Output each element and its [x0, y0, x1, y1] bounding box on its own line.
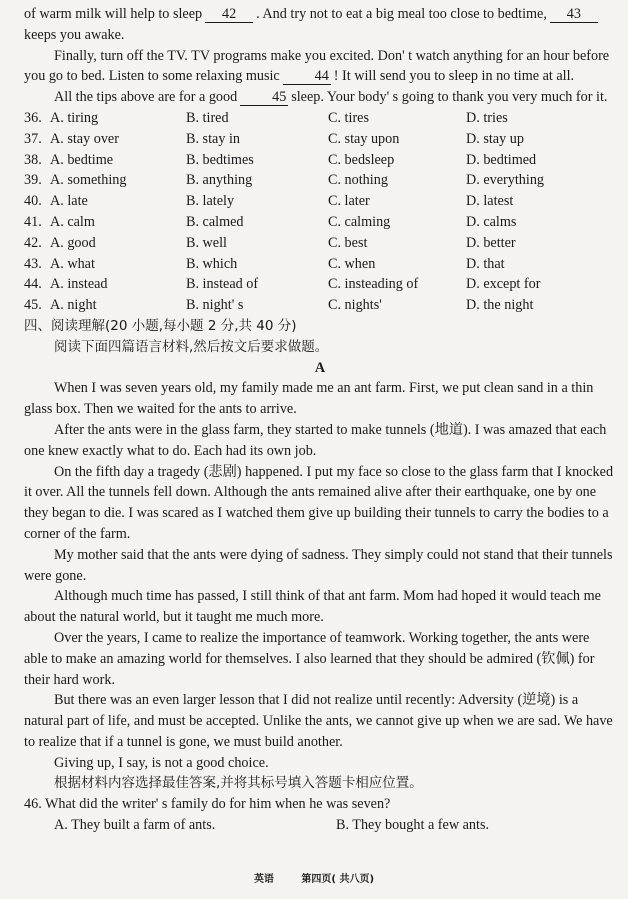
- passage-paragraph: But there was an even larger lesson that I did not realize until recently: Adversity (逆境) is a natural part of life, and must be accepted. Unlike the ants, we cannot give up when we are sad. We have to realize that if a tunnel is gone, we must build another.: [24, 692, 613, 750]
- section-instruction: 阅读下面四篇语言材料,然后按文后要求做题。: [54, 338, 329, 355]
- question-46-option-a: A. They built a farm of ants.: [54, 817, 216, 834]
- passage-paragraph: After the ants were in the glass farm, they started to make tunnels (地道). I was amazed that each one knew exactly what to do. Each had its own job.: [24, 421, 607, 459]
- option-row: 36. A. tiring B. tired C. tires D. tries: [24, 109, 508, 126]
- option-row: 37. A. stay over B. stay in C. stay upon D. stay up: [24, 130, 524, 147]
- blank-43: 43: [550, 6, 598, 23]
- cloze-line-2: keeps you awake.: [24, 26, 125, 43]
- option-row: 38. A. bedtime B. bedtimes C. bedsleep D. bedtimed: [24, 151, 537, 168]
- cloze-line-1: of warm milk will help to sleep 42 . And try not to eat a big meal too close to bedtime, 43: [24, 4, 616, 25]
- passage-paragraph: On the fifth day a tragedy (悲剧) happened. I put my face so close to the glass farm that I knocked it over. All the tunnels fell down. Although the ants remained alive after their earthquake, one by one they began to die. I was scared as I watched them give up building their tunnels to carry the bodies to a corner of the farm.: [24, 463, 614, 542]
- passage-paragraph: Over the years, I came to realize the importance of teamwork. Working together, the ants were able to make an amazing world for themselves. I also learned that they should be admired (钦佩) for their hard work.: [24, 629, 595, 688]
- passage-paragraph: My mother said that the ants were dying of sadness. They simply could not stand that their tunnels were gone.: [24, 546, 613, 584]
- answer-instruction: 根据材料内容选择最佳答案,并将其标号填入答题卡相应位置。: [54, 775, 423, 792]
- footer-subject: 英语: [253, 874, 274, 886]
- blank-45: 45: [240, 89, 288, 106]
- cloze-paragraph-tips: All the tips above are for a good 45 sleep. Your body' s going to thank you very much for it.: [54, 89, 608, 106]
- passage-title: A: [314, 359, 326, 376]
- option-row: 39. A. something B. anything C. nothing D. everything: [24, 172, 545, 189]
- section-heading: 四、阅读理解(20 小题,每小题 2 分,共 40 分): [24, 317, 297, 334]
- option-row: 45. A. night B. night' s C. nights' D. the night: [24, 297, 534, 314]
- option-row: 44. A. instead B. instead of C. insteading of D. except for: [24, 276, 541, 293]
- passage-paragraph: Although much time has passed, I still think of that ant farm. Mom had hoped it would teach me about the natural world, but it taught me much more.: [24, 588, 601, 626]
- option-row: 40. A. late B. lately C. later D. latest: [24, 193, 514, 210]
- passage-paragraph: When I was seven years old, my family made me an ant farm. First, we put clean sand in a thin glass box. Then we waited for the ants to arrive.: [24, 380, 594, 418]
- question-46-option-b: B. They bought a few ants.: [336, 817, 490, 834]
- option-row: 41. A. calm B. calmed C. calming D. calms: [24, 213, 517, 230]
- blank-42: 42: [205, 6, 253, 23]
- question-46-options: [24, 815, 616, 836]
- options-list: [24, 108, 616, 316]
- footer-page-number: 第四页( 共八页): [301, 874, 375, 886]
- question-46-stem: 46. What did the writer' s family do for him when he was seven?: [24, 796, 391, 813]
- option-row: 42. A. good B. well C. best D. better: [24, 234, 516, 251]
- blank-44: 44: [283, 68, 331, 85]
- cloze-paragraph-tv: Finally, turn off the TV. TV programs make you excited. Don' t watch anything for an hour before you go to bed. Listen to some relaxing music 44 ! It will send you to sleep in no time at all.: [24, 47, 610, 85]
- page-footer: [0, 870, 628, 891]
- option-row: 43. A. what B. which C. when D. that: [24, 255, 505, 272]
- passage-paragraph: Giving up, I say, is not a good choice.: [54, 754, 269, 771]
